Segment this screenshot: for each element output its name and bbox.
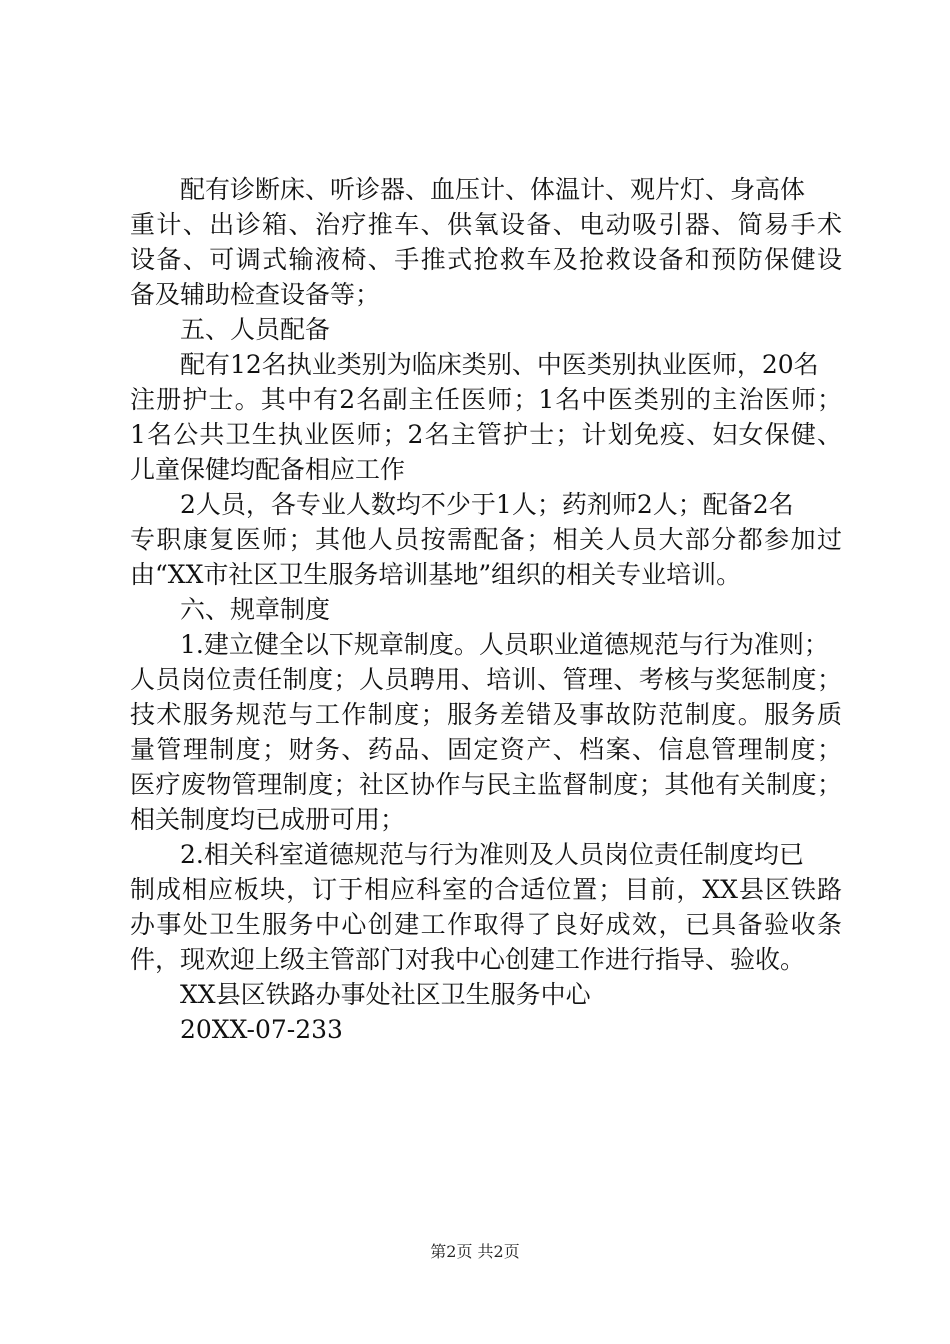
text-line: 2.相关科室道德规范与行为准则及人员岗位责任制度均已: [180, 840, 804, 869]
text-line: 由“XX市社区卫生服务培训基地”组织的相关专业培训。: [130, 560, 742, 589]
text-line: 医疗废物管理制度；社区协作与民主监督制度；其他有关制度；: [130, 770, 842, 799]
text-line: 重计、出诊箱、治疗推车、供氧设备、电动吸引器、简易手术: [130, 210, 842, 239]
text-line: 配有12名执业类别为临床类别、中医类别执业医师，20名: [180, 350, 819, 379]
section-heading: 五、人员配备: [180, 315, 331, 344]
text-line: 相关制度均已成册可用；: [130, 805, 406, 834]
text-line: 配有诊断床、听诊器、血压计、体温计、观片灯、身高体: [180, 175, 806, 204]
text-line: 人员岗位责任制度；人员聘用、培训、管理、考核与奖惩制度；: [130, 665, 842, 694]
text-line: 制成相应板块，订于相应科室的合适位置；目前，XX县区铁路: [130, 875, 842, 904]
text-line: 件，现欢迎上级主管部门对我中心创建工作进行指导、验收。: [130, 945, 806, 974]
text-line: 1.建立健全以下规章制度。人员职业道德规范与行为准则；: [180, 630, 829, 659]
section-heading: 六、规章制度: [180, 595, 331, 624]
text-line: 技术服务规范与工作制度；服务差错及事故防范制度。服务质: [130, 700, 842, 729]
text-line: 1名公共卫生执业医师；2名主管护士；计划免疫、妇女保健、: [130, 420, 842, 449]
text-line: 办事处卫生服务中心创建工作取得了良好成效，已具备验收条: [130, 910, 842, 939]
text-line: 备及辅助检查设备等；: [130, 280, 381, 309]
text-line: 量管理制度；财务、药品、固定资产、档案、信息管理制度；: [130, 735, 842, 764]
text-line: 儿童保健均配备相应工作: [130, 455, 406, 484]
text-line: 专职康复医师；其他人员按需配备；相关人员大部分都参加过: [130, 525, 842, 554]
signature-organization: XX县区铁路办事处社区卫生服务中心: [180, 980, 591, 1009]
page-number-footer: 第2页 共2页: [430, 1242, 520, 1261]
text-line: 2人员，各专业人数均不少于1人；药剂师2人；配备2名: [180, 490, 794, 519]
signature-date: 20XX-07-233: [180, 1015, 343, 1044]
text-line: 设备、可调式输液椅、手推式抢救车及抢救设备和预防保健设: [130, 245, 842, 274]
text-line: 注册护士。其中有2名副主任医师；1名中医类别的主治医师；: [130, 385, 842, 414]
document-body: [130, 172, 842, 1047]
